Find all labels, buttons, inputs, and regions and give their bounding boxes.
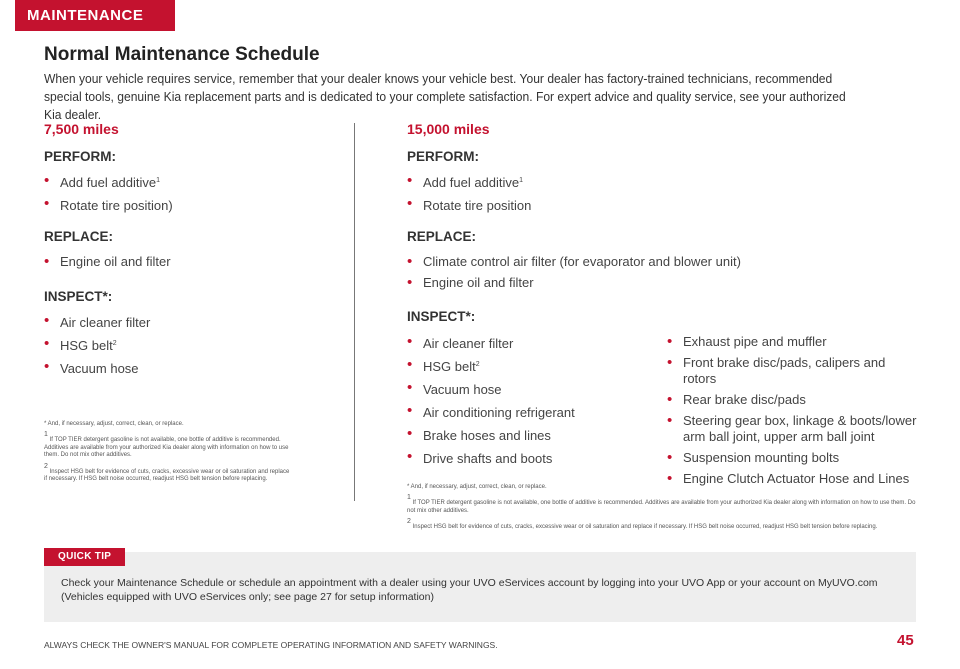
section-tag: MAINTENANCE bbox=[15, 0, 175, 31]
list-item: • Drive shafts and boots bbox=[407, 449, 657, 467]
footnote-star: * And, if necessary, adjust, correct, clean, or replace. bbox=[407, 484, 547, 490]
list-item: • Air conditioning refrigerant bbox=[407, 403, 657, 421]
list-item: • Exhaust pipe and muffler bbox=[667, 334, 917, 350]
footnote-2: $^2$ Inspect HSG belt for evidence of cuts, cracks, excessive wear or oil saturation and replace if necessary. If HSG belt noise occurred, readjust HSG belt tension before replacing. bbox=[407, 518, 878, 531]
left-miles-heading: 7,500 miles bbox=[44, 121, 119, 137]
left-inspect-list bbox=[44, 313, 344, 382]
column-divider bbox=[354, 123, 355, 501]
left-footnotes bbox=[44, 421, 292, 486]
footnote-1: $^1$ If TOP TIER detergent gasoline is not available, one bottle of additive is recommended. Additives are available from your authorized Kia dealer along with information on how to use them. Do not mix other additives. bbox=[407, 494, 916, 514]
right-miles-heading: 15,000 miles bbox=[407, 121, 490, 137]
list-item: • Brake hoses and lines bbox=[407, 426, 657, 444]
list-item: • Engine oil and filter bbox=[407, 275, 887, 291]
list-item: • Climate control air filter (for evaporator and blower unit) bbox=[407, 254, 887, 270]
right-inspect-list-col2 bbox=[667, 334, 917, 492]
page-title: Normal Maintenance Schedule bbox=[44, 44, 320, 65]
list-item: • Rotate tire position) bbox=[44, 196, 344, 214]
footnote-1: $^1$ If TOP TIER detergent gasoline is not available, one bottle of additive is recommended. Additives are available from your authorized Kia dealer along with information on how to use them. Do not mix other additives. bbox=[44, 431, 289, 459]
footnote-star: * And, if necessary, adjust, correct, clean, or replace. bbox=[44, 421, 184, 427]
list-item: • Steering gear box, linkage & boots/lower arm ball joint, upper arm ball joint bbox=[667, 413, 917, 445]
list-item: • Rear brake disc/pads bbox=[667, 392, 917, 408]
right-inspect-heading: INSPECT*: bbox=[407, 309, 476, 324]
quick-tip-label: QUICK TIP bbox=[44, 548, 125, 566]
left-perform-heading: PERFORM: bbox=[44, 149, 116, 164]
list-item: • Suspension mounting bolts bbox=[667, 450, 917, 466]
list-item: • Engine Clutch Actuator Hose and Lines bbox=[667, 471, 917, 487]
list-item: • Vacuum hose bbox=[44, 359, 344, 377]
page-number: 45 bbox=[897, 632, 914, 649]
list-item: • Add fuel additive$^1$ bbox=[44, 173, 344, 191]
footer-warning: ALWAYS CHECK THE OWNER'S MANUAL FOR COMPLETE OPERATING INFORMATION AND SAFETY WARNINGS. bbox=[44, 640, 498, 650]
list-item: • Add fuel additive$^1$ bbox=[407, 173, 887, 191]
right-perform-heading: PERFORM: bbox=[407, 149, 479, 164]
list-item: • Vacuum hose bbox=[407, 380, 657, 398]
left-replace-list bbox=[44, 254, 344, 275]
footnote-2: $^2$ Inspect HSG belt for evidence of cuts, cracks, excessive wear or oil saturation and replace if necessary. If HSG belt noise occurred, readjust HSG belt tension before replacing. bbox=[44, 462, 290, 483]
list-item: • Rotate tire position bbox=[407, 196, 887, 214]
list-item: • Front brake disc/pads, calipers and rotors bbox=[667, 355, 917, 387]
list-item: • Air cleaner filter bbox=[407, 334, 657, 352]
quick-tip-text: Check your Maintenance Schedule or schedule an appointment with a dealer using your UVO eServices account by logging into your UVO App or your account on MyUVO.com (Vehicles equipped with UVO eServices only; see page 27 for setup information) bbox=[61, 577, 878, 603]
list-item: • Air cleaner filter bbox=[44, 313, 344, 331]
left-perform-list bbox=[44, 173, 344, 219]
right-replace-list bbox=[407, 254, 887, 296]
list-item: • HSG belt$^2$ bbox=[44, 336, 344, 354]
left-inspect-heading: INSPECT*: bbox=[44, 289, 113, 304]
list-item: • HSG belt$^2$ bbox=[407, 357, 657, 375]
left-replace-heading: REPLACE: bbox=[44, 229, 114, 244]
right-footnotes bbox=[407, 484, 917, 535]
right-inspect-list-col1 bbox=[407, 334, 657, 472]
intro-paragraph: When your vehicle requires service, remember that your dealer knows your vehicle best. Your dealer has factory-trained technicians, recommended special tools, genuine Kia replacement parts and is dedicated to your complete satisfaction. For expert advice and quality service, see your authorized Kia dealer. bbox=[44, 71, 846, 122]
right-replace-heading: REPLACE: bbox=[407, 229, 477, 244]
right-perform-list bbox=[407, 173, 887, 219]
list-item: • Engine oil and filter bbox=[44, 254, 344, 270]
